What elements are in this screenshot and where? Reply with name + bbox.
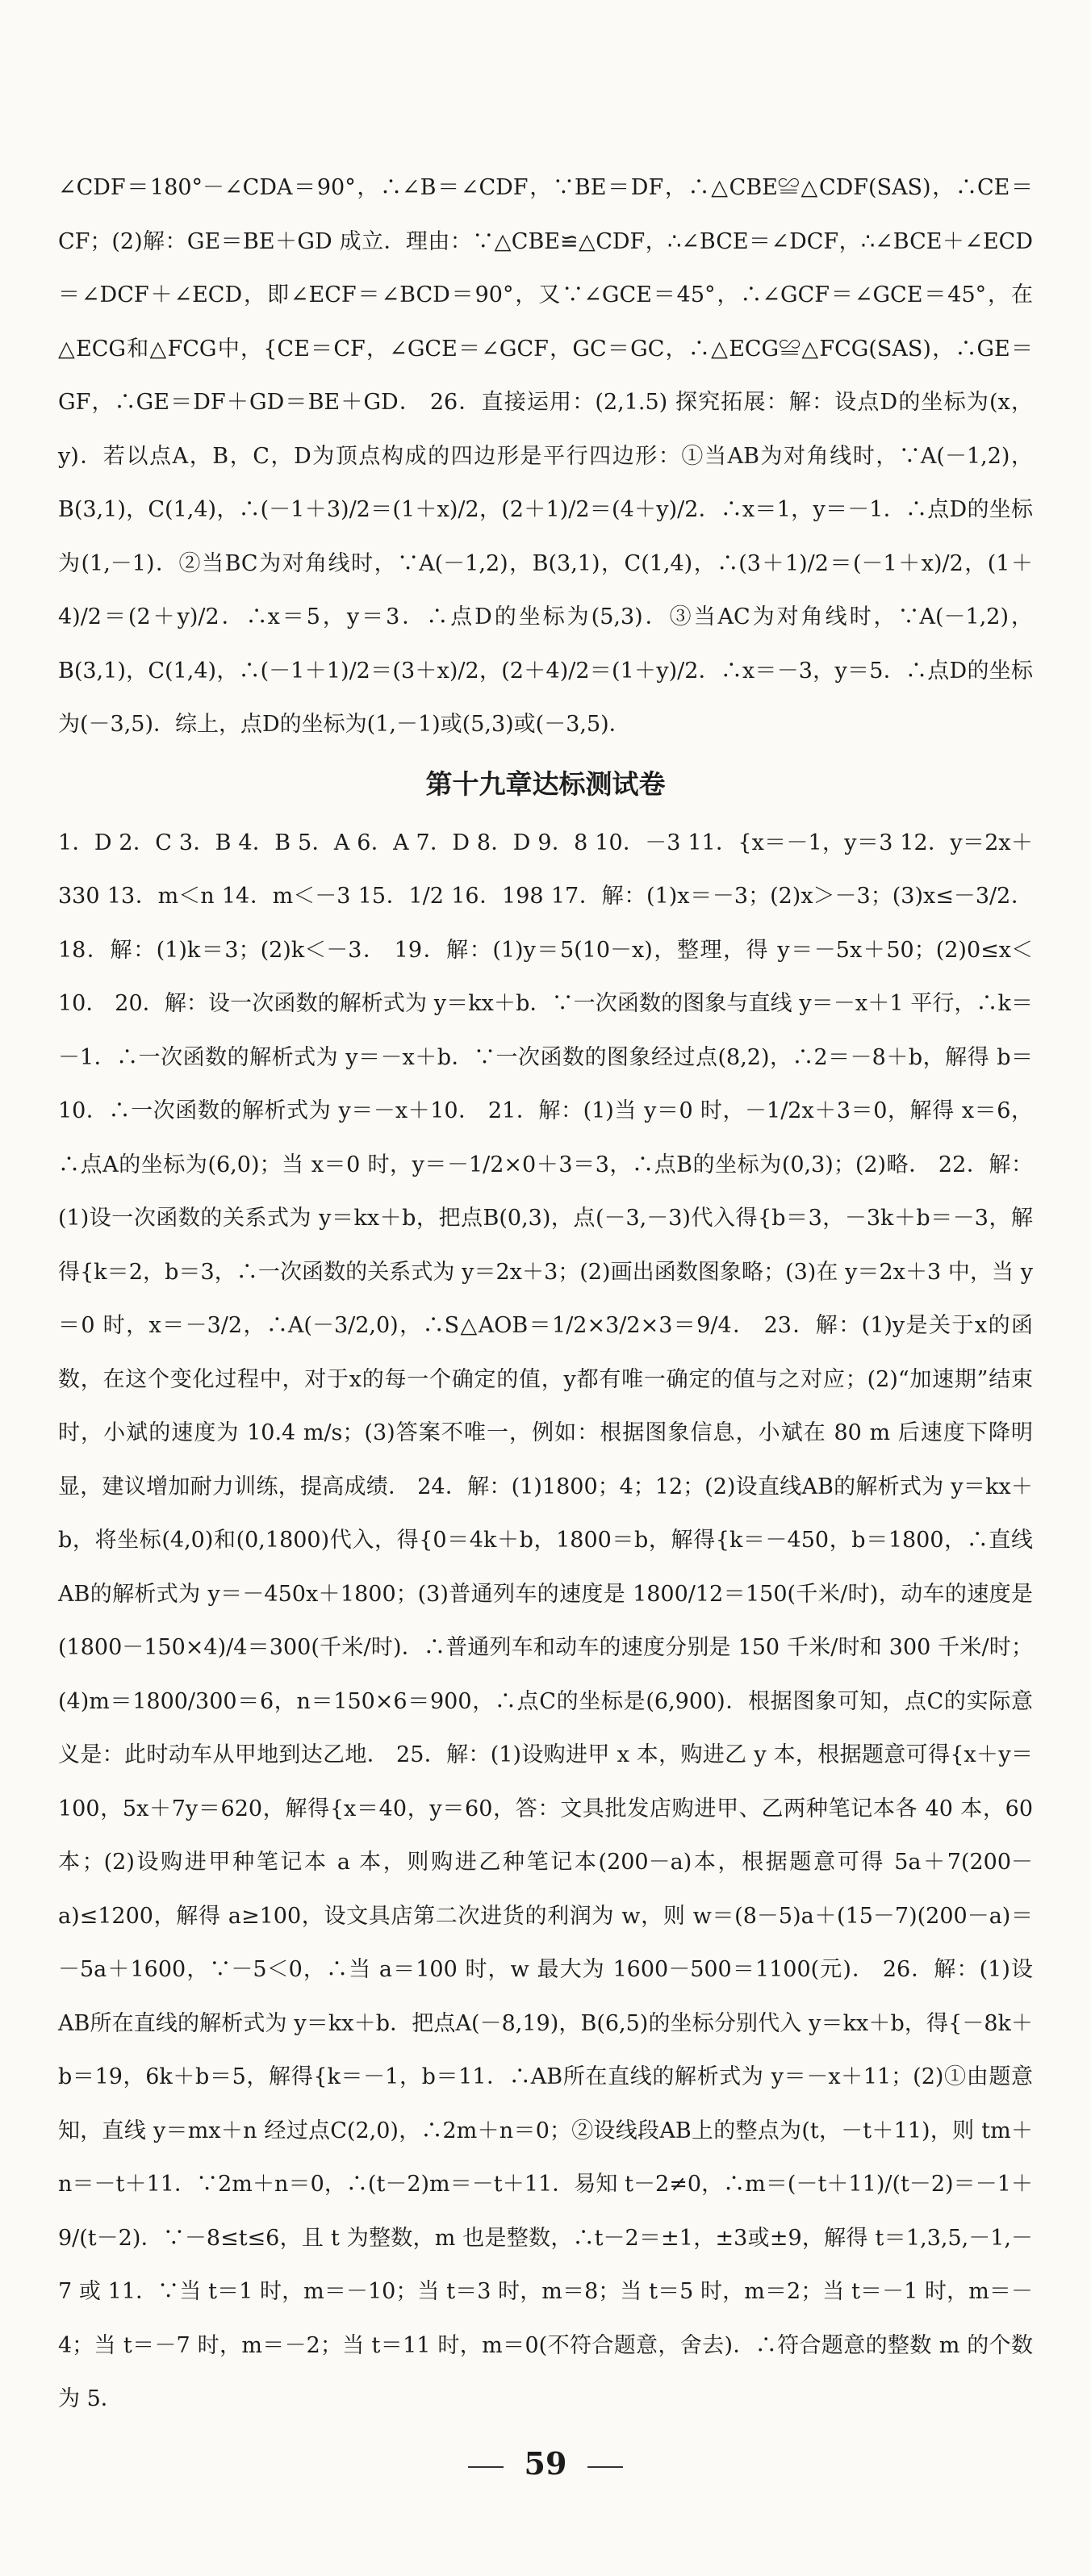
document-body (58, 161, 1033, 2427)
section-title: 第十九章达标测试卷 (425, 767, 666, 800)
footer-dash-right (587, 2466, 623, 2468)
answer-paragraph-continued: ∠CDF＝180°－∠CDA＝90°，∴∠B＝∠CDF，∵BE＝DF，∴△CBE≌△CDF(SAS)，∴CE＝CF；(2)解：GE＝BE＋GD 成立．理由：∵△CBE≌△CDF，∴∠BCE＝∠DCF，∴∠BCE＋∠ECD＝∠DCF＋∠ECD，即∠ECF＝∠BCD＝90°，又∵∠GCE＝45°，∴∠GCF＝∠GCE＝45°，在△ECG和△FCG中，{CE＝CF，∠GCE＝∠GCF，GC＝GC，∴△ECG≌△FCG(SAS)，∴GE＝GF，∴GE＝DF＋GD＝BE＋GD． 26．直接运用：(2,1.5) 探究拓展：解：设点D的坐标为(x，y)．若以点A，B，C，D为顶点构成的四边形是平行四边形：①当AB为对角线时，∵A(－1,2)，B(3,1)，C(1,4)，∴(－1＋3)/2＝(1＋x)/2，(2＋1)/2＝(4＋y)/2．∴x＝1，y＝－1．∴点D的坐标为(1,－1)．②当BC为对角线时，∵A(－1,2)，B(3,1)，C(1,4)，∴(3＋1)/2＝(－1＋x)/2，(1＋4)/2＝(2＋y)/2．∴x＝5，y＝3．∴点D的坐标为(5,3)．③当AC为对角线时，∵A(－1,2)，B(3,1)，C(1,4)，∴(－1＋1)/2＝(3＋x)/2，(2＋4)/2＝(1＋y)/2．∴x＝－3，y＝5．∴点D的坐标为(－3,5)．综上，点D的坐标为(1,－1)或(5,3)或(－3,5)． (58, 175, 1033, 737)
answer-paragraph-chapter19: 1．D 2．C 3．B 4．B 5．A 6．A 7．D 8．D 9．8 10．－3 11．{x＝－1，y＝3 12．y＝2x＋330 13．m＜n 14．m＜－3 15．1/2 16．198 17．解：(1)x＝－3；(2)x＞－3；(3)x≤－3/2． 18．解：(1)k＝3；(2)k＜－3． 19．解：(1)y＝5(10－x)，整理，得 y＝－5x＋50；(2)0≤x＜10． 20．解：设一次函数的解析式为 y＝kx＋b．∵一次函数的图象与直线 y＝－x＋1 平行，∴k＝－1．∴一次函数的解析式为 y＝－x＋b．∵一次函数的图象经过点(8,2)，∴2＝－8＋b，解得 b＝10．∴一次函数的解析式为 y＝－x＋10． 21．解：(1)当 y＝0 时，－1/2x＋3＝0，解得 x＝6，∴点A的坐标为(6,0)；当 x＝0 时，y＝－1/2×0＋3＝3，∴点B的坐标为(0,3)；(2)略． 22．解：(1)设一次函数的关系式为 y＝kx＋b，把点B(0,3)，点(－3,－3)代入得{b＝3，－3k＋b＝－3，解得{k＝2，b＝3，∴一次函数的关系式为 y＝2x＋3；(2)画出函数图象略；(3)在 y＝2x＋3 中，当 y＝0 时，x＝－3/2，∴A(－3/2,0)，∴S△AOB＝1/2×3/2×3＝9/4． 23．解：(1)y是关于x的函数，在这个变化过程中，对于x的每一个确定的值，y都有唯一确定的值与之对应；(2)“加速期”结束时，小斌的速度为 10.4 m/s；(3)答案不唯一，例如：根据图象信息，小斌在 80 m 后速度下降明显，建议增加耐力训练，提高成绩． 24．解：(1)1800；4；12；(2)设直线AB的解析式为 y＝kx＋b，将坐标(4,0)和(0,1800)代入，得{0＝4k＋b，1800＝b，解得{k＝－450，b＝1800，∴直线AB的解析式为 y＝－450x＋1800；(3)普通列车的速度是 1800/12＝150(千米/时)，动车的速度是 (1800－150×4)/4＝300(千米/时)．∴普通列车和动车的速度分别是 150 千米/时和 300 千米/时；(4)m＝1800/300＝6，n＝150×6＝900，∴点C的坐标是(6,900)．根据图象可知，点C的实际意义是：此时动车从甲地到达乙地． 25．解：(1)设购进甲 x 本，购进乙 y 本，根据题意可得{x＋y＝100，5x＋7y＝620，解得{x＝40，y＝60，答：文具批发店购进甲、乙两种笔记本各 40 本，60 本；(2)设购进甲种笔记本 a 本，则购进乙种笔记本(200－a)本，根据题意可得 5a＋7(200－a)≤1200，解得 a≥100，设文具店第二次进货的利润为 w，则 w＝(8－5)a＋(15－7)(200－a)＝－5a＋1600，∵－5＜0，∴当 a＝100 时，w 最大为 1600－500＝1100(元)． 26．解：(1)设AB所在直线的解析式为 y＝kx＋b．把点A(－8,19)，B(6,5)的坐标分别代入 y＝kx＋b，得{－8k＋b＝19，6k＋b＝5，解得{k＝－1，b＝11．∴AB所在直线的解析式为 y＝－x＋11；(2)①由题意知，直线 y＝mx＋n 经过点C(2,0)，∴2m＋n＝0；②设线段AB上的整点为(t，－t＋11)，则 tm＋n＝－t＋11．∵2m＋n＝0，∴(t－2)m＝－t＋11．易知 t－2≠0，∴m＝(－t＋11)/(t－2)＝－1＋9/(t－2)．∵－8≤t≤6，且 t 为整数，m 也是整数，∴t－2＝±1，±3或±9，解得 t＝1,3,5,－1,－7 或 11．∵当 t＝1 时，m＝－10；当 t＝3 时，m＝8；当 t＝5 时，m＝2；当 t＝－1 时，m＝－4；当 t＝－7 时，m＝－2；当 t＝11 时，m＝0(不符合题意，舍去)．∴符合题意的整数 m 的个数为 5． (58, 830, 1033, 2411)
page-number-footer (0, 2445, 1091, 2482)
page-number: 59 (524, 2445, 567, 2482)
footer-dash-left (468, 2466, 504, 2468)
